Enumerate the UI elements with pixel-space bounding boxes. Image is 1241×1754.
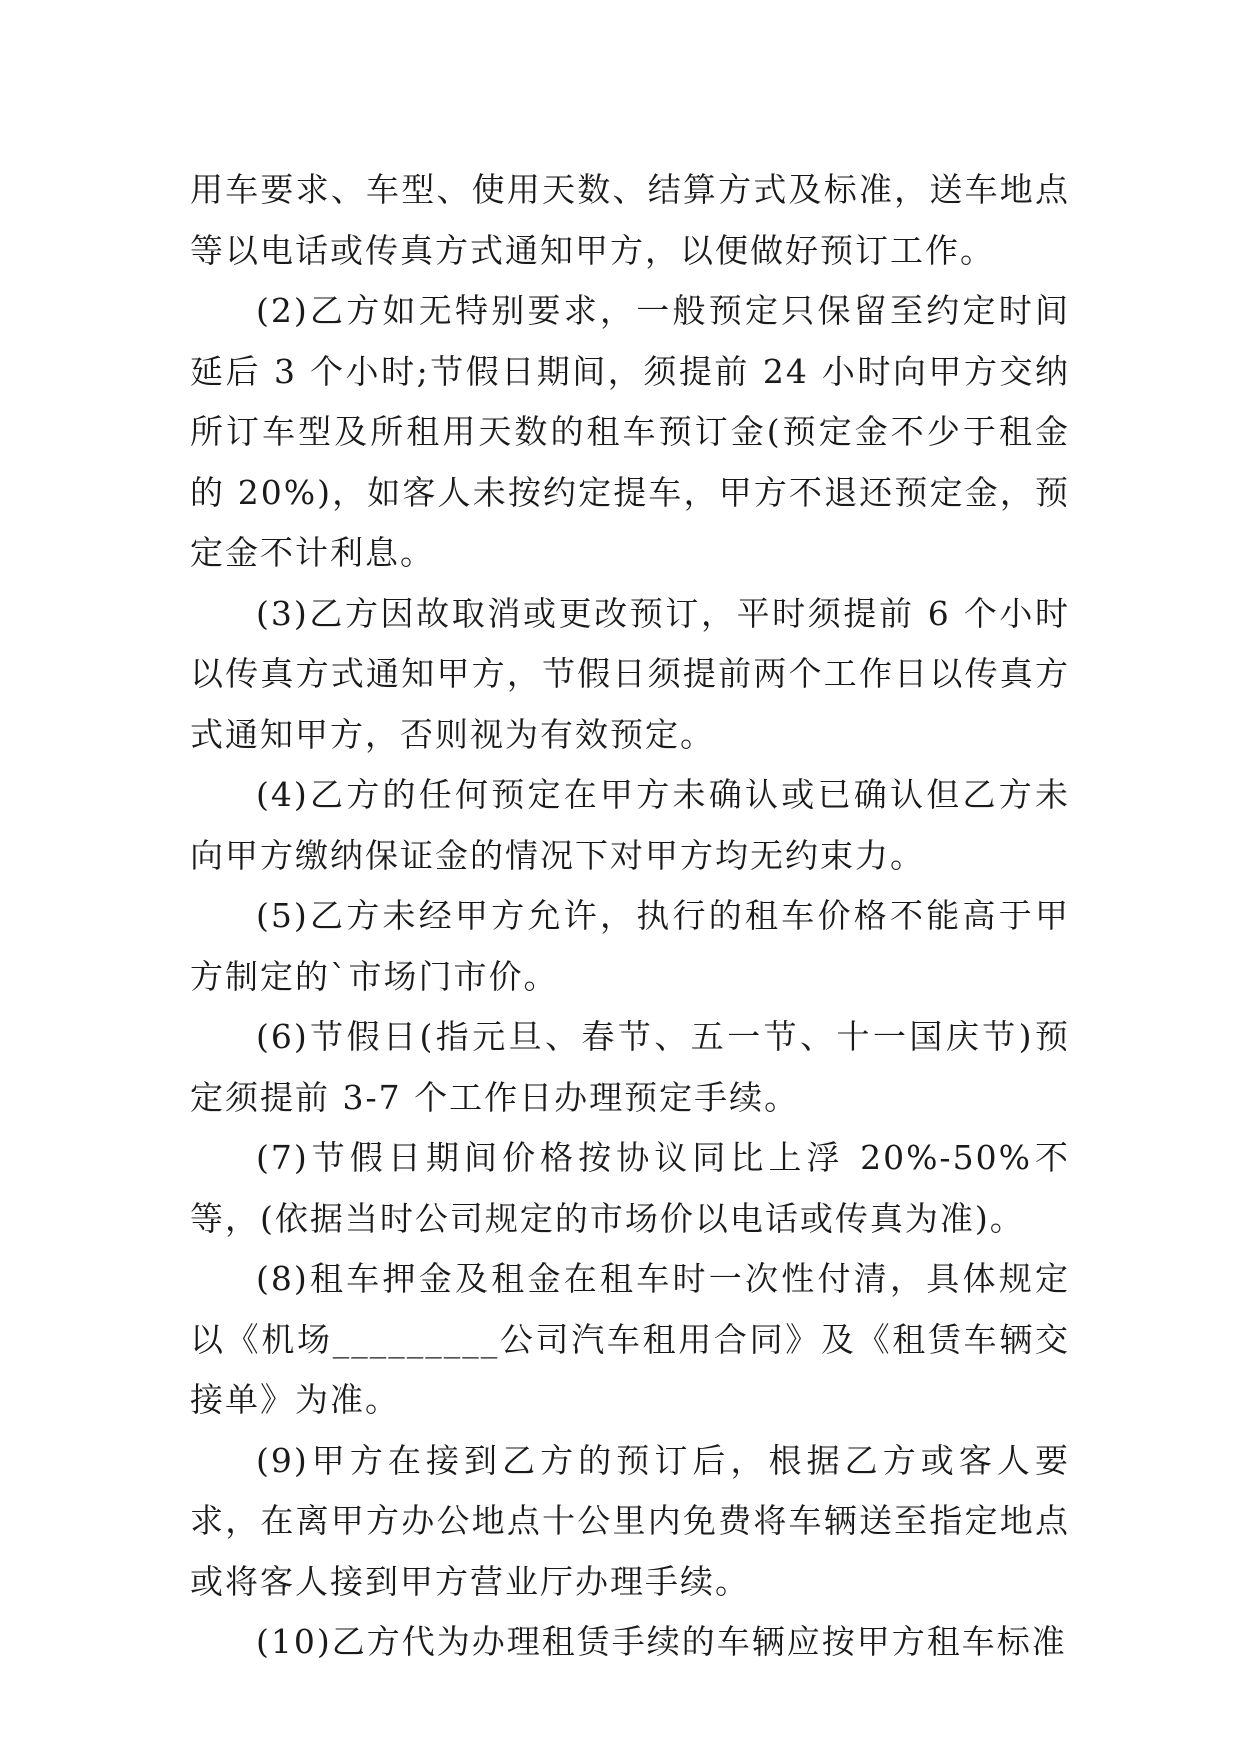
document-body bbox=[190, 160, 1070, 1673]
paragraph-item-10: (10)乙方代为办理租赁手续的车辆应按甲方租车标准 bbox=[256, 1622, 1067, 1661]
paragraph-item-4: (4)乙方的任何预定在甲方未确认或已确认但乙方未向甲方缴纳保证金的情况下对甲方均无约束力。 bbox=[190, 775, 1070, 875]
paragraph-item-7: (7)节假日期间价格按协议同比上浮 20%-50%不等，(依据当时公司规定的市场价以电话或传真为准)。 bbox=[190, 1138, 1070, 1238]
paragraph-item-6: (6)节假日(指元旦、春节、五一节、十一国庆节)预定须提前 3-7 个工作日办理预定手续。 bbox=[190, 1017, 1070, 1117]
paragraph-item-9: (9)甲方在接到乙方的预订后，根据乙方或客人要求，在离甲方办公地点十公里内免费将车辆送至指定地点或将客人接到甲方营业厅办理手续。 bbox=[190, 1440, 1070, 1601]
paragraph-continuation: 用车要求、车型、使用天数、结算方式及标准，送车地点等以电话或传真方式通知甲方，以便做好预订工作。 bbox=[190, 170, 1070, 270]
paragraph-item-3: (3)乙方因故取消或更改预订，平时须提前 6 个小时以传真方式通知甲方，节假日须提前两个工作日以传真方式通知甲方，否则视为有效预定。 bbox=[190, 593, 1070, 754]
paragraph-item-5: (5)乙方未经甲方允许，执行的租车价格不能高于甲方制定的`市场门市价。 bbox=[190, 896, 1070, 996]
paragraph-item-2: (2)乙方如无特别要求，一般预定只保留至约定时间延后 3 个小时;节假日期间，须提前 24 小时向甲方交纳所订车型及所租用天数的租车预订金(预定金不少于租金的 20%)，如客人未按约定提车，甲方不退还预定金，预定金不计利息。 bbox=[190, 291, 1070, 572]
paragraph-item-8: (8)租车押金及租金在租车时一次性付清，具体规定以《机场_________公司汽车租用合同》及《租赁车辆交接单》为准。 bbox=[190, 1259, 1070, 1419]
